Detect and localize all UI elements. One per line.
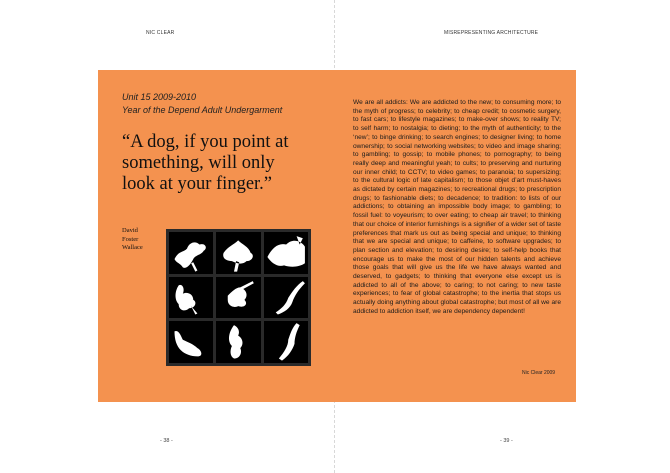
ink-blot-image-1 xyxy=(169,232,213,274)
page-number-right: - 39 - xyxy=(500,438,513,444)
ink-blot-grid xyxy=(166,229,311,366)
author-line-3: Wallace xyxy=(122,244,143,251)
ink-blot-image-4 xyxy=(169,277,213,319)
author-line-2: Foster xyxy=(122,235,139,243)
ink-blot-image-8 xyxy=(216,321,260,363)
ink-blot-image-3 xyxy=(264,232,308,274)
quote-text: “A dog, if you point at something, will only look at your finger.” xyxy=(122,132,289,194)
running-header-left: NIC CLEAR xyxy=(146,30,175,36)
ink-blot-image-9 xyxy=(264,321,308,363)
ink-blot-image-2 xyxy=(216,232,260,274)
credit: Nic Clear 2009 xyxy=(522,370,556,376)
ink-blot-image-7 xyxy=(169,321,213,363)
unit-heading xyxy=(122,91,282,117)
quote-author xyxy=(122,227,162,253)
unit-subtitle: Year of the Depend Adult Undergarment xyxy=(122,105,283,115)
page-number-left: - 38 - xyxy=(160,438,173,444)
author-line-1: David xyxy=(122,227,138,234)
ink-blot-image-6 xyxy=(264,277,308,319)
unit-title: Unit 15 2009-2010 xyxy=(122,92,197,102)
body-text: We are all addicts: We are addicted to the new; to consuming more; to the myth of progress; to celebrity; to cheap credit; to cosmetic surgery, to fast cars; to lifestyle magazines; to make-over shows; to reality TV; to self harm; to nostalgia; to dieting; to the myth of authenticity; to the ‘new’; to binge drinking; to search engines; to designer living; to home ownership; to social networking websites; to video and image sharing; to gambling; to gossip; to mobile phones; to pornography; to being really deep and meaningful yeah; to cults; to preserving and nurturing our inner child; to CCTV; to video games; to paranoia; to supersizing; to the cultural logic of late capitalism; to those objet d’art must-haves as dictated by certain magazines; to recreational drugs; to prescription drugs; to fashionable diets; to decadence; to tradition: to lists of our addictions; to obtaining an impossible body image; to gambling; to fossil fuel: to voyeurism; to over eating; to cheap air travel; to thinking that our choice of interior furnishings is a signifier of a wider set of taste preferences that mark us out as being special and unique; to thinking that we are special and unique; to caffeine, to software upgrades; to plan section and elevation; to desiring desire; to self-help books that encourage us to make the most of our hidden talents and achieve those goals that will give us the life we have always wanted and deserved, to gadgets; to thinking that everyone else except us is addicted to all of the above; to caring; to not caring; to new taste experiences; to fear of global catastrophe; to the inertia that stops us actually doing anything about global catastrophe; but most of all we are addicted to addiction itself, we are dependency dependent! xyxy=(353,99,561,315)
running-header-right: MISREPRESENTING ARCHITECTURE xyxy=(444,30,539,36)
ink-blot-image-5 xyxy=(216,277,260,319)
